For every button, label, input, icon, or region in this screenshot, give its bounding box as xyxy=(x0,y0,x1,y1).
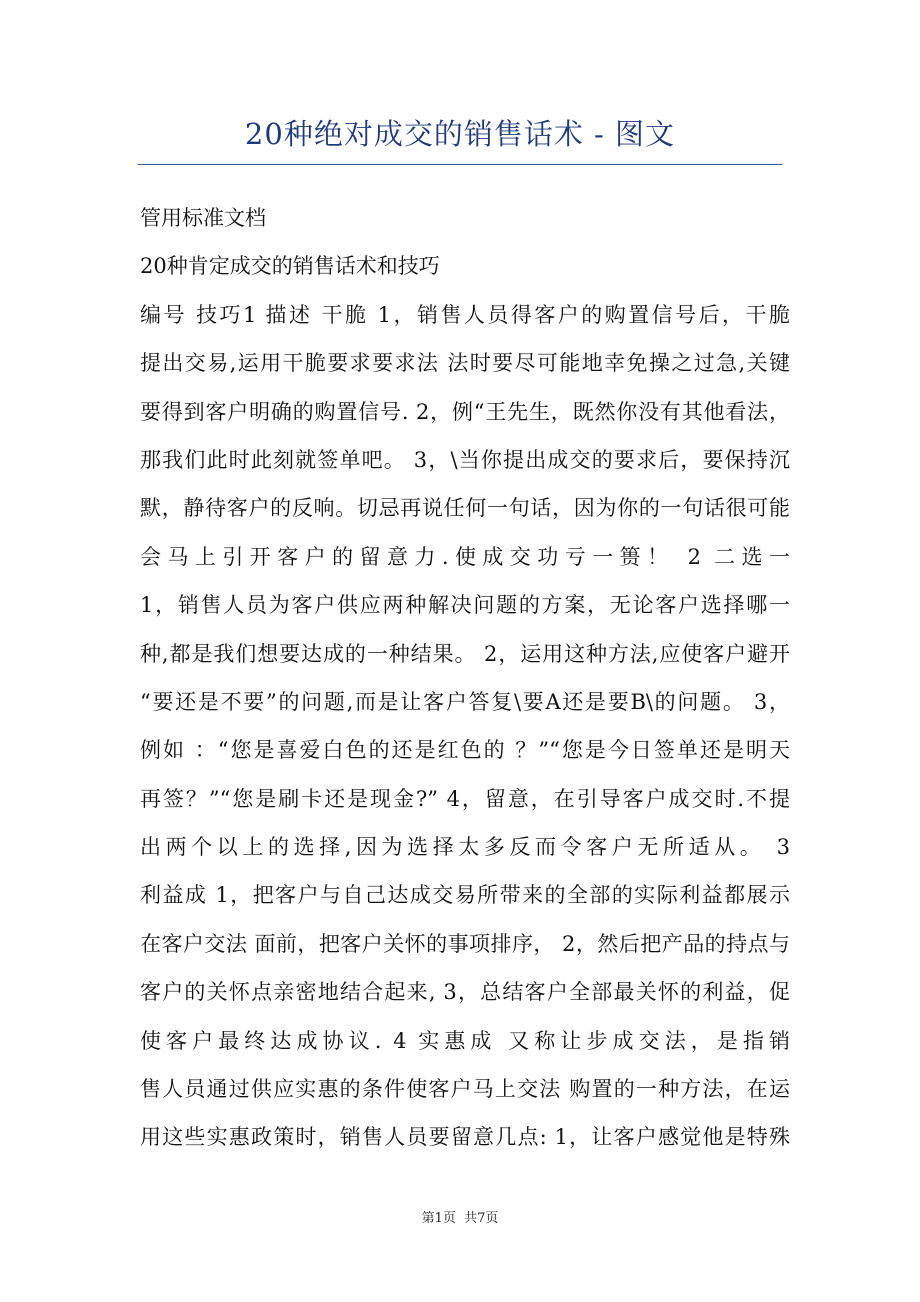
body-line: 管用标准文档 xyxy=(140,206,266,230)
body-line: 出两个以上的选择,因为选择太多反而令客户无所适从。 3 xyxy=(140,835,790,860)
page-footer: 第1页 共7页 xyxy=(421,1211,499,1226)
body-line: 20种肯定成交的销售话术和技巧 xyxy=(140,254,440,279)
body-line: 再签？”“您是刷卡还是现金?” 4，留意，在引导客户成交时.不提 xyxy=(140,786,790,811)
document-body xyxy=(140,194,790,1162)
body-line: 要得到客户明确的购置信号. 2，例“王先生，既然你没有其他看法， xyxy=(140,399,790,424)
body-line: 用这些实惠政策时，销售人员要留意几点: 1，让客户感觉他是特殊 xyxy=(140,1125,790,1150)
body-line: 使客户最终达成协议. 4 实惠成 又称让步成交法，是指销 xyxy=(140,1028,790,1053)
body-line: 客户的关怀点亲密地结合起来, 3，总结客户全部最关怀的利益，促 xyxy=(140,980,790,1005)
document-title: 20种绝对成交的销售话术 - 图文 xyxy=(244,117,676,151)
body-line: 在客户交法 面前，把客户关怀的事项排序， 2，然后把产品的持点与 xyxy=(140,931,790,956)
body-line: 默，静待客户的反响。切忌再说任何一句话，因为你的一句话很可能 xyxy=(140,496,790,521)
body-line: 例如 ：“您是喜爱白色的还是红色的 ？”“您是今日签单还是明天 xyxy=(140,738,790,763)
body-line: 售人员通过供应实惠的条件使客户马上交法 购置的一种方法，在运 xyxy=(140,1077,790,1102)
body-line: 那我们此时此刻就签单吧。 3，\当你提出成交的要求后，要保持沉 xyxy=(140,447,790,472)
body-line: 利益成 1，把客户与自己达成交易所带来的全部的实际利益都展示 xyxy=(140,883,790,908)
body-line: 会马上引开客户的留意力.使成交功亏一篑！ 2 二选一 xyxy=(140,544,790,569)
body-line: 编号 技巧1 描述 干脆 1，销售人员得客户的购置信号后，干脆 xyxy=(140,302,790,327)
body-line: 1，销售人员为客户供应两种解决问题的方案，无论客户选择哪一 xyxy=(140,593,790,618)
body-line: “要还是不要”的问题,而是让客户答复\要A还是要B\的问题。 3， xyxy=(140,689,790,714)
body-line: 种,都是我们想要达成的一种结果。 2，运用这种方法,应使客户避开 xyxy=(140,641,790,666)
body-line: 提出交易,运用干脆要求要求法 法时要尽可能地幸免操之过急,关键 xyxy=(140,351,790,376)
title-divider xyxy=(138,164,782,165)
